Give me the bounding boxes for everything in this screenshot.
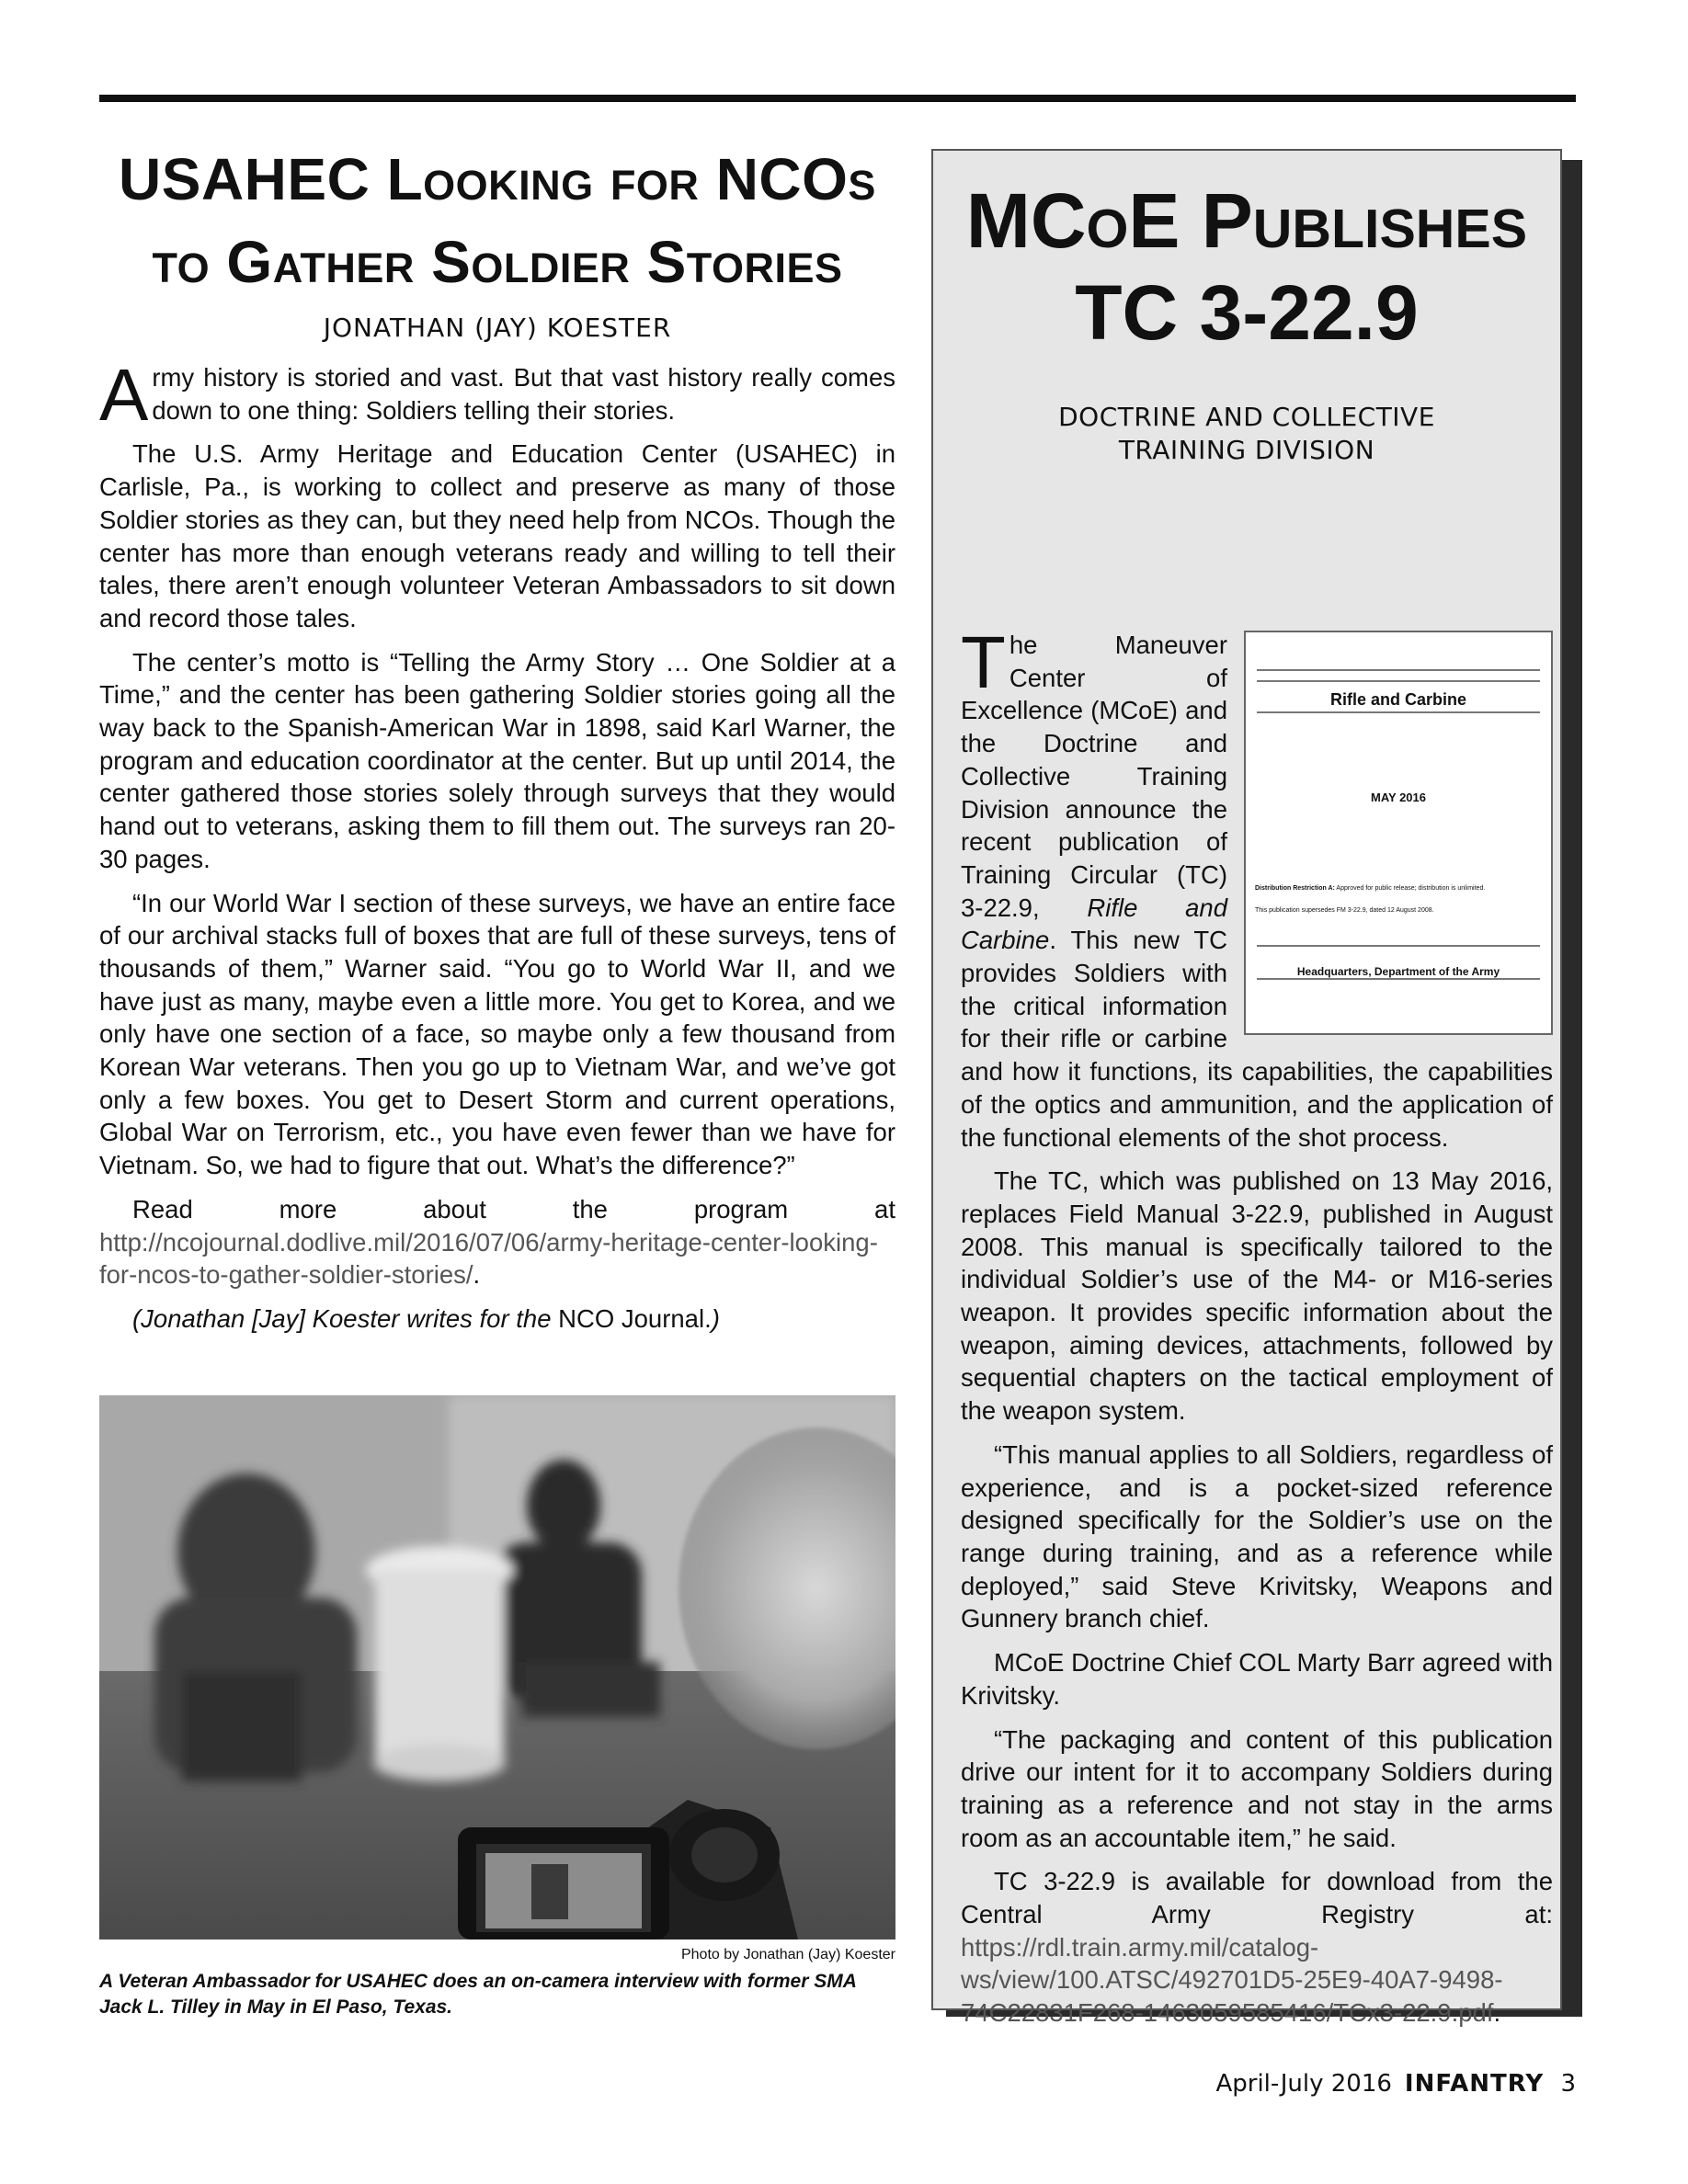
interview-photo [99,1395,895,1939]
cover-date: MAY 2016 [1371,791,1426,804]
sidebar-drop-cap: T [961,621,1006,703]
download-link[interactable]: https://rdl.train.army.mil/catalog-ws/view/100.ATSC/492701D5-25E9-40A7-9498-74C22831F268-1463059585416/TCx3-22.9.pdf [961,1932,1503,2028]
article-title [99,138,895,303]
sidebar-title [933,175,1560,358]
cover-title: Rifle and Carbine [1329,690,1467,709]
sidebar-title-line2: TC 3-22.9 [1075,269,1419,356]
article-paragraph-1: Army history is storied and vast. But that vast history really comes down to one thing: Soldiers telling their stories. [99,354,895,436]
article-title-line1: USAHEC Looking for NCOs [119,146,876,212]
top-rule [99,95,1576,102]
sidebar-paragraph-5: “The packaging and content of this publication drive our intent for it to accompany Soldiers during training as a reference and not stay in the arms room as an accountable item,” he said. [961,1724,1553,1852]
article-byline: JONATHAN (JAY) KOESTER [323,313,672,343]
sidebar-paragraph-1: The Maneuver Center of Excellence (MCoE) and the Doctrine and Collective Training Division announce the recent publication of Training Circular (TC) 3-22.9, Rifle and Carbine. This new TC provides Soldiers with the critical information for their rifle or carbine and how it functions, its capabilities, the capabilities of the optics and ammunition, and the application of the functional elements of the shot process. [961,621,1553,1152]
cover-supersedes: This publication supersedes FM 3-22.9, dated 12 August 2008. [1255,907,1434,914]
article-paragraph-2: The U.S. Army Heritage and Education Center (USAHEC) in Carlisle, Pa., is working to collect and preserve as many of those Soldier stories as they can, but they need help from NCOs. Though the center has more than enough veterans ready and willing to tell their tales, there aren’t enough volunteer Veteran Ambassadors to sit down and record those tales. [99,439,895,632]
program-link[interactable]: http://ncojournal.dodlive.mil/2016/07/06/army-heritage-center-looking-for-ncos-to-gather-soldier-stories/ [99,1227,878,1290]
author-credit: (Jonathan [Jay] Koester writes for the NCO Journal.) [132,1303,720,1333]
sidebar-paragraph-6: TC 3-22.9 is available for download from the Central Army Registry at: https://rdl.train.army.mil/catalog-ws/view/100.ATSC/492701D5-25E9-40A7-9498-74C22831F268-1463059585416/TCx3-22.9.pdf. [961,1867,1553,2028]
usahec-article [99,138,895,1347]
drop-cap: A [99,354,149,436]
article-body [99,354,895,1336]
photo-caption: A Veteran Ambassador for USAHEC does an on-camera interview with former SMA Jack L. Tilley in May in El Paso, Texas. [99,1971,857,2018]
footer-date: April-July 2016 [1215,2070,1392,2098]
article-title-line2: to Gather Soldier Stories [152,229,843,295]
mcoe-sidebar [931,149,1562,2028]
footer-magazine: INFANTRY [1404,2070,1545,2098]
interview-photo-illustration [99,1395,895,1939]
sidebar-paragraph-2: The TC, which was published on 13 May 2016, replaces Field Manual 3-22.9, published in August 2008. This manual is specifically tailored to the individual Soldier’s use of the M4- or M16-series weapon. It provides specific information about the weapon, aiming devices, attachments, followed by sequential chapters on the tactical employment of the weapon system. [961,1166,1553,1426]
cover-hq: Headquarters, Department of the Army [1296,965,1500,978]
article-paragraph-4: “In our World War I section of these surveys, we have an entire face of our archival stacks full of boxes that are full of these surveys, tens of thousands of them,” Warner said. “You go to World War II, and we have just as many, maybe even a little more. You get to Korea, and we only have one section of a face, so maybe only a few thousand from Korean War veterans. Then you go up to Vietnam War, and we’ve got only a few boxes. You get to Desert Storm and current operations, Global War on Terrorism, etc., you have even fewer than we have for Vietnam. So, we had to figure that out. What’s the difference?” [99,888,895,1180]
photo-credit: Photo by Jonathan (Jay) Koester [680,1947,895,1962]
cover-distribution: Distribution Restriction A: Approved for public release; distribution is unlimited. [1255,885,1486,892]
sidebar-paragraph-3: “This manual applies to all Soldiers, regardless of experience, and is a pocket-sized reference designed specifically for the Soldier’s use on the range during training, and as a reference while deployed,” said Steve Krivitsky, Weapons and Gunnery branch chief. [961,1439,1553,1633]
article-paragraph-3: The center’s motto is “Telling the Army Story … One Soldier at a Time,” and the center has been gathering Soldier stories going all the way back to the Spanish-American War in 1898, said Karl Warner, the program and education coordinator at the center. But up until 2014, the center gathered those stories solely through surveys that they would hand out to veterans, asking them to fill them out. The surveys ran 20-30 pages. [99,647,895,873]
sidebar-body [961,621,1553,2041]
article-paragraph-5: Read more about the program at http://ncojournal.dodlive.mil/2016/07/06/army-heritage-center-looking-for-ncos-to-gather-soldier-stories/. [99,1194,895,1290]
page-footer [1215,2070,1576,2098]
sidebar-title-line1: MCoE Publishes [965,177,1528,264]
tc-cover-image [1244,631,1553,1035]
page-number: 3 [1560,2070,1576,2098]
sidebar-subtitle: DOCTRINE AND COLLECTIVE TRAINING DIVISION [1058,402,1435,465]
sidebar-paragraph-4: MCoE Doctrine Chief COL Marty Barr agreed with Krivitsky. [961,1648,1553,1710]
